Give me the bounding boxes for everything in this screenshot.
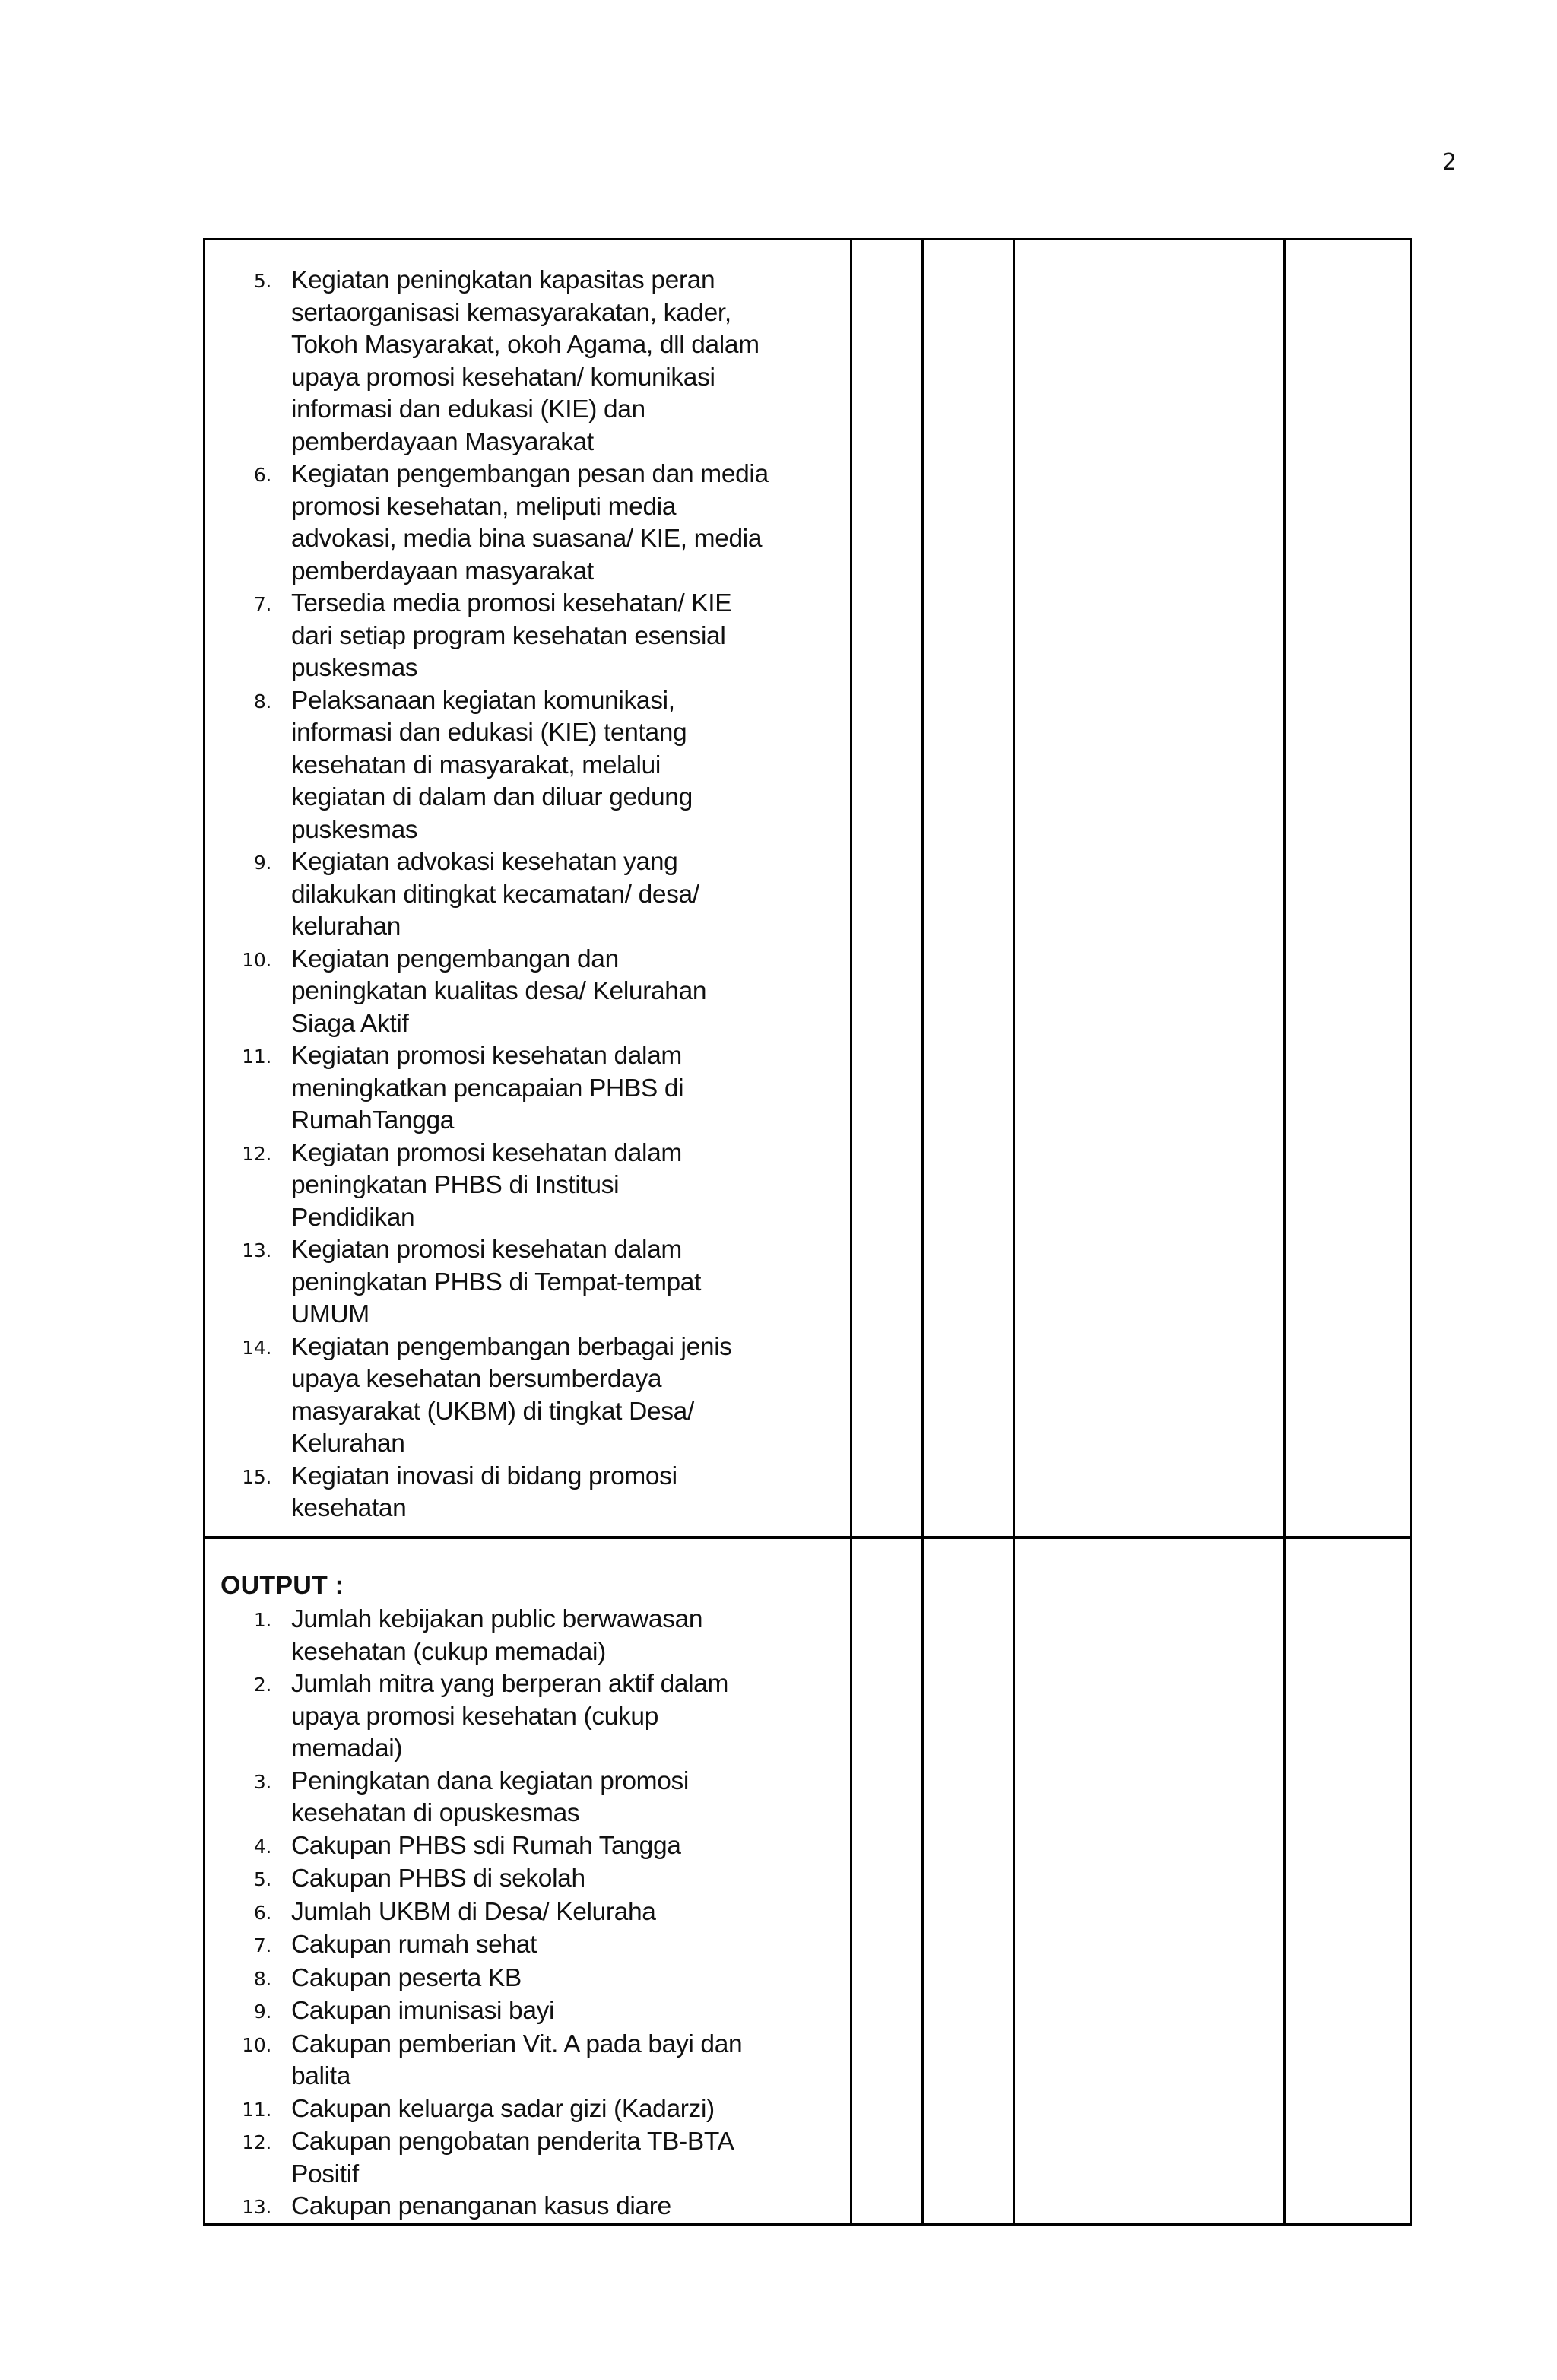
item-text-line: Kegiatan advokasi kesehatan yang — [291, 848, 678, 876]
item-text-line: informasi dan edukasi (KIE) dan — [291, 395, 645, 424]
item-text — [291, 2093, 839, 2127]
output-list — [205, 1604, 850, 2223]
item-text-line: Cakupan keluarga sadar gizi (Kadarzi) — [291, 2094, 715, 2123]
item-text-line: kesehatan — [291, 1494, 407, 1522]
list-item — [205, 1234, 850, 1331]
item-text — [291, 1331, 839, 1461]
item-text — [291, 1766, 839, 1830]
item-text-line: Cakupan PHBS sdi Rumah Tangga — [291, 1831, 681, 1860]
item-text — [291, 265, 839, 459]
list-item — [205, 1863, 850, 1896]
item-text — [291, 846, 839, 944]
list-item — [205, 1963, 850, 1996]
item-text-line: informasi dan edukasi (KIE) tentang — [291, 719, 687, 747]
item-text-line: Kegiatan promosi kesehatan dalam — [291, 1236, 682, 1264]
item-text-line: upaya kesehatan bersumberdaya — [291, 1365, 662, 1393]
item-number: 6. — [253, 464, 271, 486]
list-item — [205, 1461, 850, 1525]
item-text-line: Cakupan imunisasi bayi — [291, 1997, 555, 2025]
list-item — [205, 2126, 850, 2191]
item-text-line: kelurahan — [291, 912, 401, 941]
list-item — [205, 2191, 850, 2223]
item-text — [291, 588, 839, 685]
item-text — [291, 685, 839, 847]
item-number: 7. — [253, 593, 271, 615]
list-item — [205, 1896, 850, 1930]
item-number: 11. — [242, 1046, 271, 1068]
item-number: 5. — [253, 1868, 271, 1890]
item-text — [291, 1461, 839, 1525]
item-text-line: kegiatan di dalam dan diluar gedung — [291, 783, 693, 811]
item-text-line: Kegiatan pengembangan berbagai jenis — [291, 1332, 732, 1361]
item-text-line: Cakupan rumah sehat — [291, 1931, 537, 1959]
item-text — [291, 1896, 839, 1930]
item-text-line: promosi kesehatan, meliputi media — [291, 492, 677, 521]
item-text-line: Cakupan peserta KB — [291, 1963, 522, 1992]
list-item — [205, 1040, 850, 1138]
item-text-line: dilakukan ditingkat kecamatan/ desa/ — [291, 880, 699, 909]
item-number: 5. — [253, 270, 271, 292]
item-text-line: balita — [291, 2062, 350, 2090]
activities-list — [205, 265, 850, 1525]
item-text-line: Kegiatan peningkatan kapasitas peran — [291, 266, 715, 294]
list-item — [205, 459, 850, 588]
item-text-line: peningkatan kualitas desa/ Kelurahan — [291, 977, 707, 1005]
item-text-line: dari setiap program kesehatan esensial — [291, 621, 726, 650]
item-text — [291, 459, 839, 588]
item-text-line: UMUM — [291, 1300, 369, 1328]
item-text-line: Kegiatan promosi kesehatan dalam — [291, 1138, 682, 1167]
item-number: 1. — [253, 1609, 271, 1631]
list-item — [205, 1604, 850, 1668]
item-number: 14. — [242, 1336, 271, 1359]
item-text-line: puskesmas — [291, 654, 418, 682]
item-text-line: sertaorganisasi kemasyarakatan, kader, — [291, 298, 731, 327]
item-text-line: meningkatkan pencapaian PHBS di — [291, 1074, 684, 1103]
list-item — [205, 1929, 850, 1963]
item-text-line: Peningkatan dana kegiatan promosi — [291, 1766, 689, 1795]
item-text-line: Kegiatan pengembangan pesan dan media — [291, 460, 769, 488]
column-divider — [1013, 238, 1015, 2226]
item-text-line: pemberdayaan masyarakat — [291, 557, 594, 585]
item-number: 2. — [253, 1674, 271, 1696]
list-item — [205, 2093, 850, 2127]
item-text-line: kesehatan di opuskesmas — [291, 1799, 580, 1827]
item-number: 10. — [242, 948, 271, 971]
list-item — [205, 588, 850, 685]
item-text — [291, 1929, 839, 1963]
item-text-line: Pelaksanaan kegiatan komunikasi, — [291, 686, 675, 715]
item-text — [291, 1138, 839, 1235]
item-text-line: RumahTangga — [291, 1106, 455, 1134]
item-text-line: Siaga Aktif — [291, 1009, 409, 1038]
item-text-line: Kegiatan pengembangan dan — [291, 944, 619, 973]
item-text-line: Tersedia media promosi kesehatan/ KIE — [291, 589, 732, 617]
item-text-line: masyarakat (UKBM) di tingkat Desa/ — [291, 1397, 694, 1426]
item-number: 15. — [242, 1465, 271, 1488]
item-text — [291, 1234, 839, 1331]
item-text-line: Kegiatan inovasi di bidang promosi — [291, 1461, 677, 1490]
column-divider — [850, 238, 852, 2226]
item-text-line: peningkatan PHBS di Tempat-tempat — [291, 1268, 702, 1296]
table-bottom-border — [203, 2223, 1412, 2226]
item-text-line: Jumlah UKBM di Desa/ Keluraha — [291, 1897, 656, 1926]
item-text-line: Jumlah mitra yang berperan aktif dalam — [291, 1670, 729, 1698]
item-text-line: kesehatan (cukup memadai) — [291, 1637, 606, 1666]
item-text-line: Cakupan pemberian Vit. A pada bayi dan — [291, 2029, 743, 2058]
item-text-line: pemberdayaan Masyarakat — [291, 427, 594, 456]
item-number: 11. — [242, 2098, 271, 2121]
item-text-line: Cakupan PHBS di sekolah — [291, 1864, 585, 1893]
item-number: 8. — [253, 1967, 271, 1990]
item-text-line: Positif — [291, 2159, 359, 2188]
output-cell — [205, 1539, 850, 2223]
list-item — [205, 846, 850, 944]
list-item — [205, 944, 850, 1041]
item-text-line: advokasi, media bina suasana/ KIE, media — [291, 525, 763, 553]
item-number: 9. — [253, 852, 271, 874]
item-number: 6. — [253, 1901, 271, 1924]
list-item — [205, 1995, 850, 2029]
column-divider — [921, 238, 924, 2226]
item-number: 10. — [242, 2033, 271, 2056]
output-heading: OUTPUT : — [220, 1571, 344, 1600]
column-divider — [1283, 238, 1286, 2226]
item-text — [291, 1863, 839, 1896]
item-text-line: Kelurahan — [291, 1430, 405, 1458]
item-text-line: Cakupan penanganan kasus diare — [291, 2192, 671, 2220]
item-text-line: Kegiatan promosi kesehatan dalam — [291, 1042, 682, 1070]
item-text-line: memadai) — [291, 1734, 403, 1763]
list-item — [205, 1331, 850, 1461]
item-number: 8. — [253, 690, 271, 712]
item-number: 13. — [242, 1239, 271, 1261]
item-text — [291, 944, 839, 1041]
item-text — [291, 1995, 839, 2029]
item-text-line: Pendidikan — [291, 1203, 415, 1232]
item-text-line: upaya promosi kesehatan/ komunikasi — [291, 363, 715, 392]
item-text — [291, 1830, 839, 1864]
list-item — [205, 1830, 850, 1864]
list-item — [205, 2029, 850, 2093]
item-text-line: Tokoh Masyarakat, okoh Agama, dll dalam — [291, 331, 759, 359]
item-text-line: upaya promosi kesehatan (cukup — [291, 1702, 658, 1731]
item-number: 9. — [253, 2001, 271, 2023]
item-number: 13. — [242, 2196, 271, 2218]
item-text — [291, 1668, 839, 1766]
item-number: 3. — [253, 1770, 271, 1793]
list-item — [205, 1138, 850, 1235]
item-text-line: Jumlah kebijakan public berwawasan — [291, 1605, 703, 1633]
item-number: 7. — [253, 1934, 271, 1956]
list-item — [205, 685, 850, 847]
item-text-line: peningkatan PHBS di Institusi — [291, 1171, 620, 1199]
list-item — [205, 1668, 850, 1766]
item-text — [291, 2126, 839, 2191]
activities-cell — [205, 240, 850, 1536]
item-text-line: Cakupan pengobatan penderita TB-BTA — [291, 2128, 734, 2156]
item-text-line: puskesmas — [291, 815, 418, 844]
list-item — [205, 265, 850, 459]
item-number: 12. — [242, 1142, 271, 1165]
list-item — [205, 1766, 850, 1830]
item-text — [291, 1963, 839, 1996]
item-text-line: kesehatan di masyarakat, melalui — [291, 750, 661, 779]
page-number: 2 — [1441, 149, 1457, 176]
table-right-border — [1410, 238, 1412, 2226]
item-text — [291, 1040, 839, 1138]
item-number: 4. — [253, 1835, 271, 1858]
item-text — [291, 2029, 839, 2093]
item-number: 12. — [242, 2131, 271, 2153]
item-text — [291, 2191, 839, 2223]
item-text — [291, 1604, 839, 1668]
